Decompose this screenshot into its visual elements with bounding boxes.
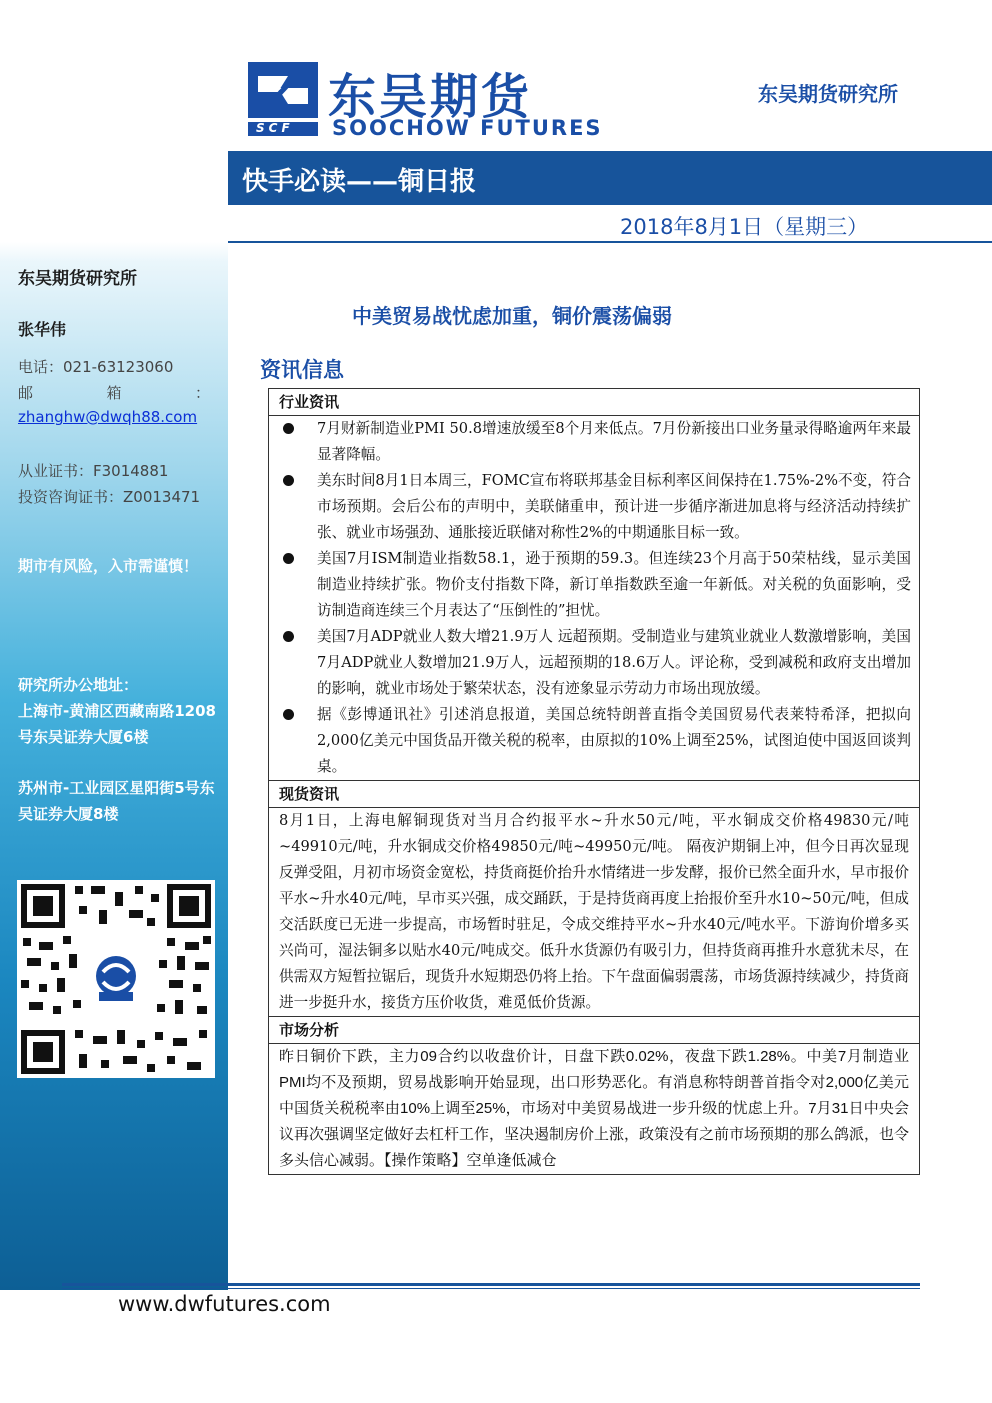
footer-divider — [62, 1283, 920, 1286]
section-title: 资讯信息 — [260, 358, 344, 382]
spot-section — [269, 780, 919, 1016]
spot-text: 8月1日，上海电解铜现货对当月合约报平水~升水50元/吨，平水铜成交价格49830元/吨~49910元/吨，升水铜成交价格49850元/吨~49950元/吨。 隔夜沪期铜上冲，但今日再次显现反弹受阻，月初市场资金宽松，持货商挺价抬升水情绪进一步发酵，报价已然全面升水，早市报价平水~升水40元/吨，早市买兴强，成交踊跃，于是持货商再度上抬报价至升水10~50元/吨，但成交活跃度已无进一步提高，市场暂时驻足，令成交维持平水~升水40元/吨水平。下游询价增多买兴尚可，湿法铜多以贴水40元/吨成交。低升水货源仍有吸引力，但持货商再推升水意犹未尽，在供需双方短暂拉锯后，现货升水短期恐仍将上抬。下午盘面偏弱震荡，市场货源持续减少，持货商进一步挺升水，接货方压价收货，难觅低价货源。 — [279, 812, 909, 1011]
bullet-icon — [283, 553, 294, 564]
address-title: 研究所办公地址： — [18, 676, 139, 694]
consult-license: 投资咨询证书：Z0013471 — [18, 488, 201, 506]
industry-list — [269, 416, 919, 780]
logo-subtitle: SOOCHOW FUTURES — [332, 116, 603, 140]
phone: 电话：021-63123060 — [18, 358, 174, 376]
list-item — [269, 416, 919, 468]
list-item-text: 据《彭博通讯社》引述消息报道，美国总统特朗普直指令美国贸易代表莱特希泽，把拟向2,000亿美元中国货品开徵关税的税率，由原拟的10%上调至25%，试图迫使中国返回谈判桌。 — [317, 706, 911, 775]
sidebar — [0, 0, 228, 1290]
address-suzhou: 苏州市-工业园区星阳街5号东吴证券大厦8楼 — [18, 779, 215, 823]
email-label-2: 箱 — [106, 384, 122, 402]
analysis-text: 昨日铜价下跌，主力09合约以收盘价计，日盘下跌0.02%，夜盘下跌1.28%。中美7月制造业PMI均不及预期，贸易战影响开始显现，出口形势恶化。有消息称特朗普首指令对2,000亿美元中国货关税税率由10%上调至25%，市场对中美贸易战进一步升级的忧虑上升。7月31日中央会议再次强调坚定做好去杠杆工作，坚决遏制房价上涨，政策没有之前市场预期的那么鸽派，也令多头信心减弱。【操作策略】空单逢低减仓 — [279, 1048, 910, 1169]
logo-title: 东吴期货 — [328, 69, 533, 125]
qr-code[interactable] — [17, 880, 215, 1078]
logo-badge: SCF — [256, 121, 294, 135]
analysis-header: 市场分析 — [269, 1017, 919, 1044]
list-item — [269, 546, 919, 624]
list-item-text: 美国7月ADP就业人数大增21.9万人 远超预期。受制造业与建筑业就业人数激增影响，美国7月ADP就业人数增加21.9万人，远超预期的18.6万人。评论称，受到减税和政府支出增加的影响，就业市场处于繁荣状态，没有迹象显示劳动力市场出现放缓。 — [317, 628, 911, 697]
company-logo — [248, 62, 603, 142]
email-label-3: ： — [194, 384, 210, 402]
email-label — [18, 382, 210, 403]
list-item — [269, 624, 919, 702]
info-table — [268, 388, 920, 1175]
report-date: 2018年8月1日（星期三） — [620, 215, 869, 239]
spot-header: 现货资讯 — [269, 781, 919, 808]
bullet-icon — [283, 475, 294, 486]
industry-header: 行业资讯 — [269, 389, 919, 416]
institute-name: 东吴期货研究所 — [758, 82, 898, 106]
headline: 中美贸易战忧虑加重，铜价震荡偏弱 — [352, 304, 672, 328]
risk-warning: 期市有风险，入市需谨慎！ — [18, 557, 199, 575]
footer-divider-thin — [62, 1288, 920, 1289]
divider — [228, 241, 992, 243]
analysis-section — [269, 1016, 919, 1174]
report-banner — [228, 151, 992, 205]
list-item-text: 美国7月ISM制造业指数58.1，逊于预期的59.3。但连续23个月高于50荣枯线，显示美国制造业持续扩张。物价支付指数下降，新订单指数跌至逾一年新低。对关税的负面影响，受访制造商连续三个月表达了“压倒性的”担忧。 — [317, 550, 911, 619]
license: 从业证书：F3014881 — [18, 462, 169, 480]
sidebar-org: 东吴期货研究所 — [18, 269, 137, 289]
bullet-icon — [283, 709, 294, 720]
address-shanghai: 上海市-黄浦区西藏南路1208号东吴证券大厦6楼 — [18, 702, 216, 746]
footer-url[interactable]: www.dwfutures.com — [118, 1292, 331, 1316]
list-item — [269, 702, 919, 780]
email-label-1: 邮 — [18, 384, 34, 402]
email-link[interactable]: zhanghw@dwqh88.com — [18, 408, 198, 426]
list-item-text: 7月财新制造业PMI 50.8增速放缓至8个月来低点。7月份新接出口业务量录得略逾两年来最显著降幅。 — [317, 420, 911, 463]
list-item — [269, 468, 919, 546]
bullet-icon — [283, 631, 294, 642]
report-title: 快手必读——铜日报 — [242, 167, 477, 197]
analyst-name: 张华伟 — [18, 320, 67, 339]
list-item-text: 美东时间8月1日本周三，FOMC宣布将联邦基金目标利率区间保持在1.75%-2%不变，符合市场预期。会后公布的声明中，美联储重申，预计进一步循序渐进加息将与经济活动持续扩张、就业市场强劲、通胀接近联储对称性2%的中期通胀目标一致。 — [317, 472, 911, 541]
bullet-icon — [283, 423, 294, 434]
